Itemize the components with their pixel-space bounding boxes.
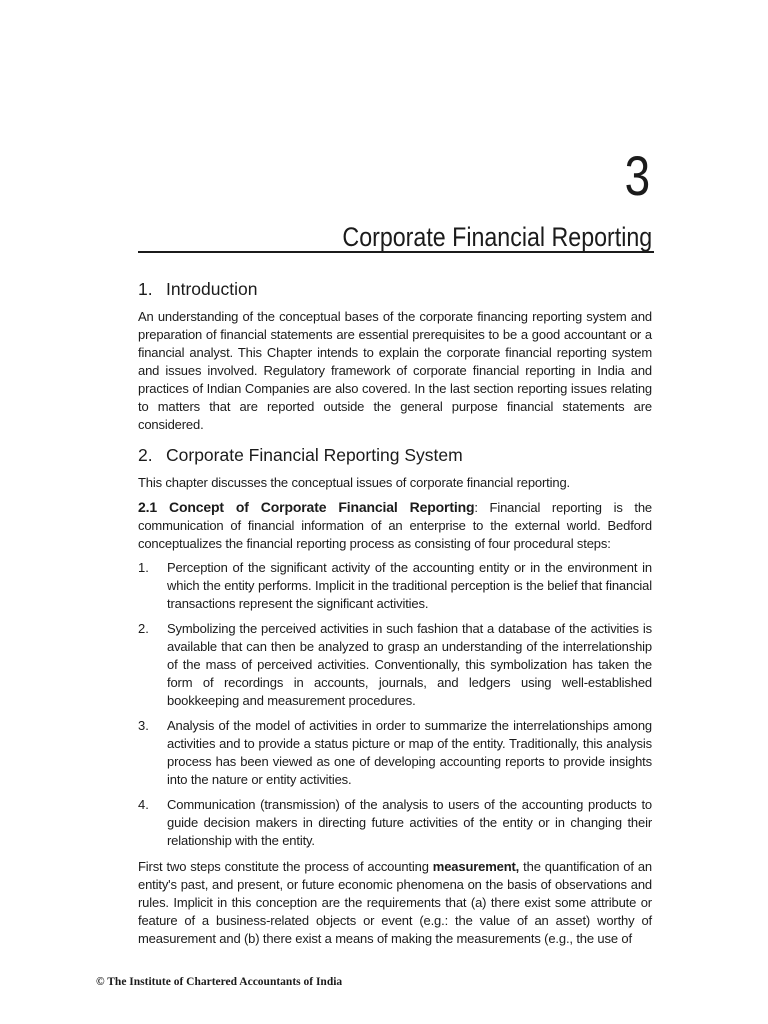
bold-term: measurement, [432,859,520,874]
section-title: Corporate Financial Reporting System [166,445,463,465]
chapter-number: 3 [624,144,650,207]
list-marker: 4. [138,797,149,812]
section-heading-reporting-system [138,444,652,466]
measurement-paragraph [138,858,652,948]
section-number: 2. [138,445,153,465]
list-item-text: Communication (transmission) of the analysis to users of the accounting products to guide decision makers in directing future activities of the entity or in changing their relationship with the entity. [167,797,652,848]
list-item [138,717,652,789]
paragraph-text: the quantification of an entity's past, and present, or future economic phenomena on the basis of observations and rules. Implicit in this conception are the requirements that (a) there exist some attribute or feature of a business-related objects or event (e.g.: the value of an asset) worthy of measurement and (b) there exist a means of making the measurements (e.g., the use of [138,859,652,946]
introduction-paragraph: An understanding of the conceptual bases of the corporate financing reporting system and preparation of financial statements are essential prerequisites to be a good accountant or a financial analyst. This Chapter intends to explain the corporate financial reporting system and issues involved. Regulatory framework of corporate financial reporting in India and practices of Indian Companies are also covered. In the last section reporting issues relating to matters that are reported outside the general purpose financial statements are considered. [138,309,652,432]
copyright-footer: © The Institute of Chartered Accountants of India [96,976,343,988]
procedural-steps-list [138,559,652,850]
list-marker: 2. [138,621,149,636]
section-lead-paragraph: This chapter discusses the conceptual issues of corporate financial reporting. [138,475,570,490]
section-heading-introduction [138,278,652,300]
list-marker: 1. [138,560,149,575]
concept-paragraph [138,498,652,553]
list-item-text: Perception of the significant activity of the accounting entity or in the environment in which the entity performs. Implicit in the traditional perception is the belief that financial transactions represent the significant activities. [167,560,652,611]
list-marker: 3. [138,718,149,733]
list-item-text: Analysis of the model of activities in order to summarize the interrelationships among activities and to provide a status picture or map of the entity. Traditionally, this analysis process has been viewed as one of developing accounting reports to provide insights into the nature or entity activities. [167,718,652,787]
title-divider [138,251,654,253]
chapter-title: Corporate Financial Reporting [342,222,652,252]
subsection-heading: 2.1 Concept of Corporate Financial Reporting [138,499,475,515]
list-item-text: Symbolizing the perceived activities in such fashion that a database of the activities is available that can then be analyzed to grasp an understanding of the interrelationship of the mass of perceived activities. Conventionally, this symbolization has taken the form of recordings in accounts, journals, and ledgers using well-established bookkeeping and measurement procedures. [167,621,652,708]
list-item [138,796,652,850]
subsection-colon: : [474,500,478,515]
paragraph-text: First two steps constitute the process of accounting [138,859,433,874]
chapter-body [138,278,652,958]
list-item [138,620,652,710]
section-title: Introduction [166,279,258,299]
list-item [138,559,652,613]
section-number: 1. [138,279,153,299]
concept-text: Financial reporting is the communication of financial information of an enterprise to the external world. Bedford conceptualizes the financial reporting process as consisting of four procedural steps: [138,500,652,551]
